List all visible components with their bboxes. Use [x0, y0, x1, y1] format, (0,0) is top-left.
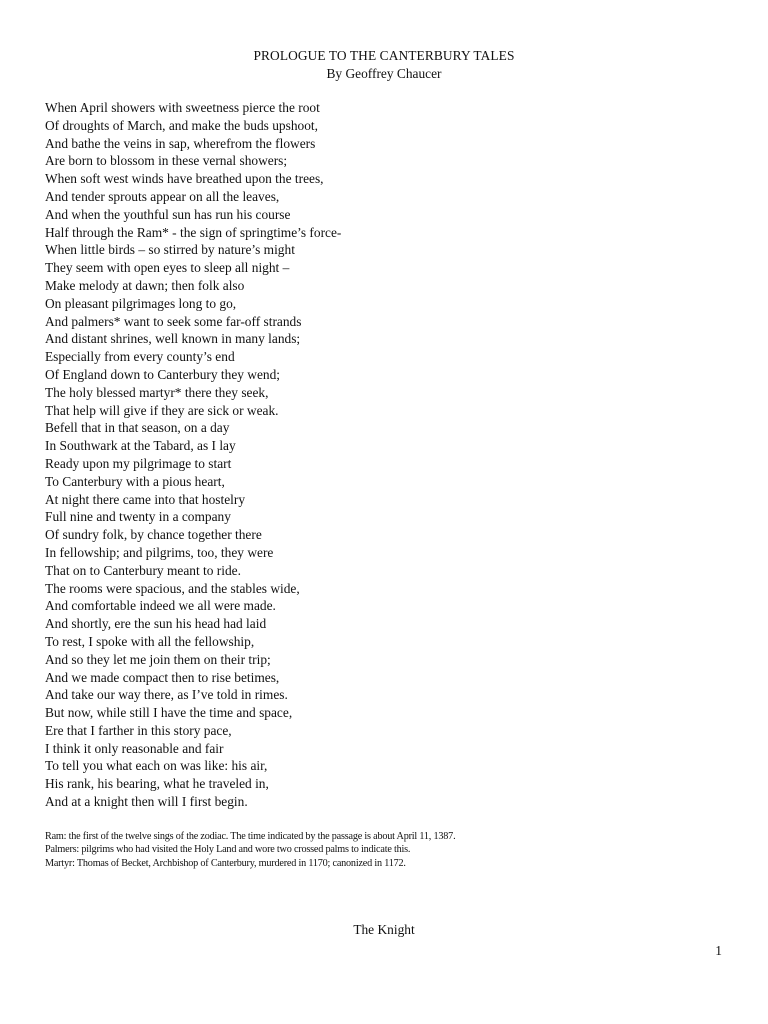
- poem-line: They seem with open eyes to sleep all night –: [45, 260, 290, 276]
- footnotes: [45, 830, 455, 870]
- poem-line: Ready upon my pilgrimage to start: [45, 455, 232, 471]
- poem-text: [45, 99, 341, 811]
- poem-line: At night there came into that hostelry: [45, 491, 246, 507]
- poem-line: And bathe the veins in sap, wherefrom the flowers: [45, 135, 316, 151]
- poem-line: That on to Canterbury meant to ride.: [45, 562, 241, 578]
- footnote-martyr: Martyr: Thomas of Becket, Archbishop of Canterbury, murdered in 1170; canonized in 1172.: [45, 857, 406, 869]
- poem-line: Are born to blossom in these vernal showers;: [45, 153, 288, 169]
- poem-line: And at a knight then will I first begin.: [45, 794, 248, 810]
- poem-line: And shortly, ere the sun his head had laid: [45, 616, 267, 632]
- poem-line: To tell you what each on was like: his air,: [45, 758, 268, 774]
- poem-line: The holy blessed martyr* there they seek,: [45, 384, 269, 400]
- poem-line: The rooms were spacious, and the stables wide,: [45, 580, 300, 596]
- poem-line: And so they let me join them on their trip;: [45, 651, 271, 667]
- poem-line: And we made compact then to rise betimes,: [45, 669, 280, 685]
- poem-line: When little birds – so stirred by nature’s might: [45, 242, 295, 258]
- poem-line: Full nine and twenty in a company: [45, 509, 231, 525]
- poem-line: Half through the Ram* - the sign of springtime’s force-: [45, 224, 342, 240]
- poem-line: Of droughts of March, and make the buds upshoot,: [45, 117, 318, 133]
- poem-line: Of England down to Canterbury they wend;: [45, 366, 281, 382]
- poem-line: Ere that I farther in this story pace,: [45, 722, 232, 738]
- footnote-palmers: Palmers: pilgrims who had visited the Holy Land and wore two crossed palms to indicate this.: [45, 844, 411, 856]
- poem-line: When soft west winds have breathed upon the trees,: [45, 171, 324, 187]
- poem-line: And palmers* want to seek some far-off strands: [45, 313, 302, 329]
- poem-line: Especially from every county’s end: [45, 349, 235, 365]
- poem-line: When April showers with sweetness pierce the root: [45, 100, 320, 115]
- poem-line: And tender sprouts appear on all the leaves,: [45, 188, 280, 204]
- poem-line: Of sundry folk, by chance together there: [45, 527, 262, 543]
- document-title: PROLOGUE TO THE CANTERBURY TALES: [253, 48, 515, 63]
- poem-line: To rest, I spoke with all the fellowship,: [45, 633, 255, 649]
- poem-line: In fellowship; and pilgrims, too, they were: [45, 544, 274, 560]
- poem-line: His rank, his bearing, what he traveled in,: [45, 776, 269, 792]
- poem-line: To Canterbury with a pious heart,: [45, 473, 225, 489]
- poem-line: That help will give if they are sick or weak.: [45, 402, 279, 418]
- poem-line: I think it only reasonable and fair: [45, 740, 224, 756]
- poem-line: Make melody at dawn; then folk also: [45, 277, 245, 293]
- footnote-ram: Ram: the first of the twelve sings of the zodiac. The time indicated by the passage is about April 11, 1387.: [45, 831, 456, 842]
- author-byline: By Geoffrey Chaucer: [326, 66, 442, 81]
- poem-line: And distant shrines, well known in many lands;: [45, 331, 301, 347]
- poem-line: And take our way there, as I’ve told in rimes.: [45, 687, 288, 703]
- section-heading-the-knight: The Knight: [353, 922, 415, 937]
- poem-line: And comfortable indeed we all were made.: [45, 598, 276, 614]
- page-number: 1: [715, 943, 722, 958]
- poem-line: On pleasant pilgrimages long to go,: [45, 295, 237, 311]
- poem-line: Befell that in that season, on a day: [45, 420, 230, 436]
- poem-line: But now, while still I have the time and space,: [45, 705, 293, 721]
- poem-line: And when the youthful sun has run his course: [45, 206, 291, 222]
- poem-line: In Southwark at the Tabard, as I lay: [45, 438, 236, 454]
